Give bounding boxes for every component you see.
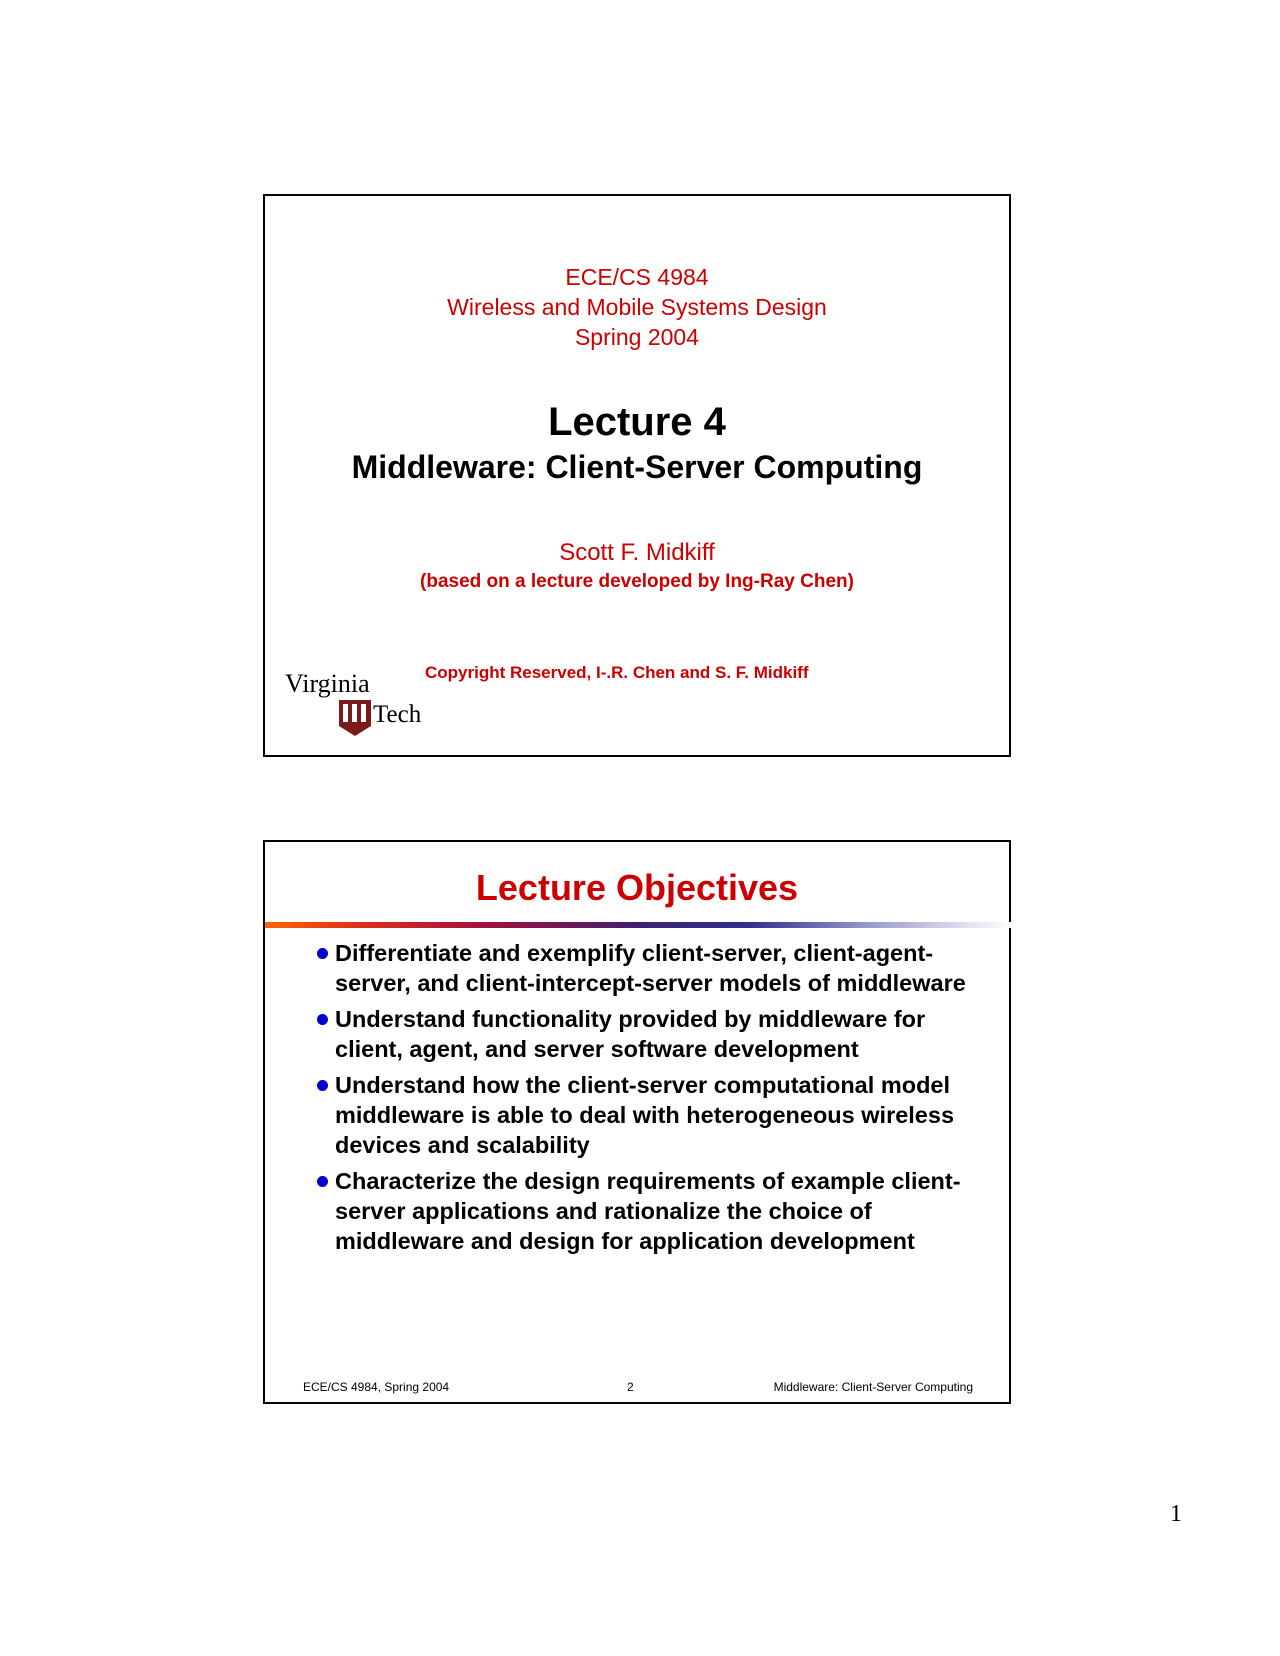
virginia-tech-logo	[285, 664, 430, 736]
copyright-notice: Copyright Reserved, I-.R. Chen and S. F. Midkiff	[425, 663, 809, 682]
lecture-number: Lecture 4	[548, 400, 726, 444]
title-slide	[263, 194, 1011, 757]
page-number: 1	[1170, 1501, 1182, 1527]
list-item	[315, 1004, 975, 1064]
list-item	[315, 938, 975, 998]
list-item	[315, 1070, 975, 1160]
bullet-text: Characterize the design requirements of example client-server applications and rationalize the choice of middleware and design for application development	[335, 1168, 961, 1254]
bullet-dot-icon	[317, 1014, 328, 1025]
bullet-text: Differentiate and exemplify client-server, client-agent-server, and client-intercept-server models of middleware	[335, 940, 966, 996]
logo-word-tech: Tech	[373, 701, 422, 728]
bullet-dot-icon	[317, 948, 328, 959]
list-item	[315, 1166, 975, 1256]
course-term: Spring 2004	[574, 324, 700, 350]
slide-title: Lecture Objectives	[475, 867, 799, 908]
footer-slide-number: 2	[627, 1380, 634, 1394]
footer-course: ECE/CS 4984, Spring 2004	[303, 1380, 450, 1394]
bullet-dot-icon	[317, 1176, 328, 1187]
footer-topic: Middleware: Client-Server Computing	[773, 1380, 973, 1394]
bullet-text: Understand how the client-server computational model middleware is able to deal with heterogeneous wireless devices and scalability	[335, 1072, 955, 1158]
bullet-text: Understand functionality provided by middleware for client, agent, and server software development	[335, 1006, 926, 1062]
logo-word-virginia: Virginia	[285, 669, 370, 698]
objectives-slide	[263, 840, 1011, 1404]
bullet-dot-icon	[317, 1080, 328, 1091]
logo-emblem	[339, 700, 371, 736]
course-code: ECE/CS 4984	[565, 264, 709, 290]
author-name: Scott F. Midkiff	[559, 539, 715, 566]
title-gradient-rule	[265, 922, 1011, 928]
objectives-list	[315, 938, 975, 1262]
based-on-note: (based on a lecture developed by Ing-Ray Chen)	[420, 571, 854, 592]
lecture-subtitle: Middleware: Client-Server Computing	[351, 449, 923, 485]
course-name: Wireless and Mobile Systems Design	[447, 294, 827, 320]
